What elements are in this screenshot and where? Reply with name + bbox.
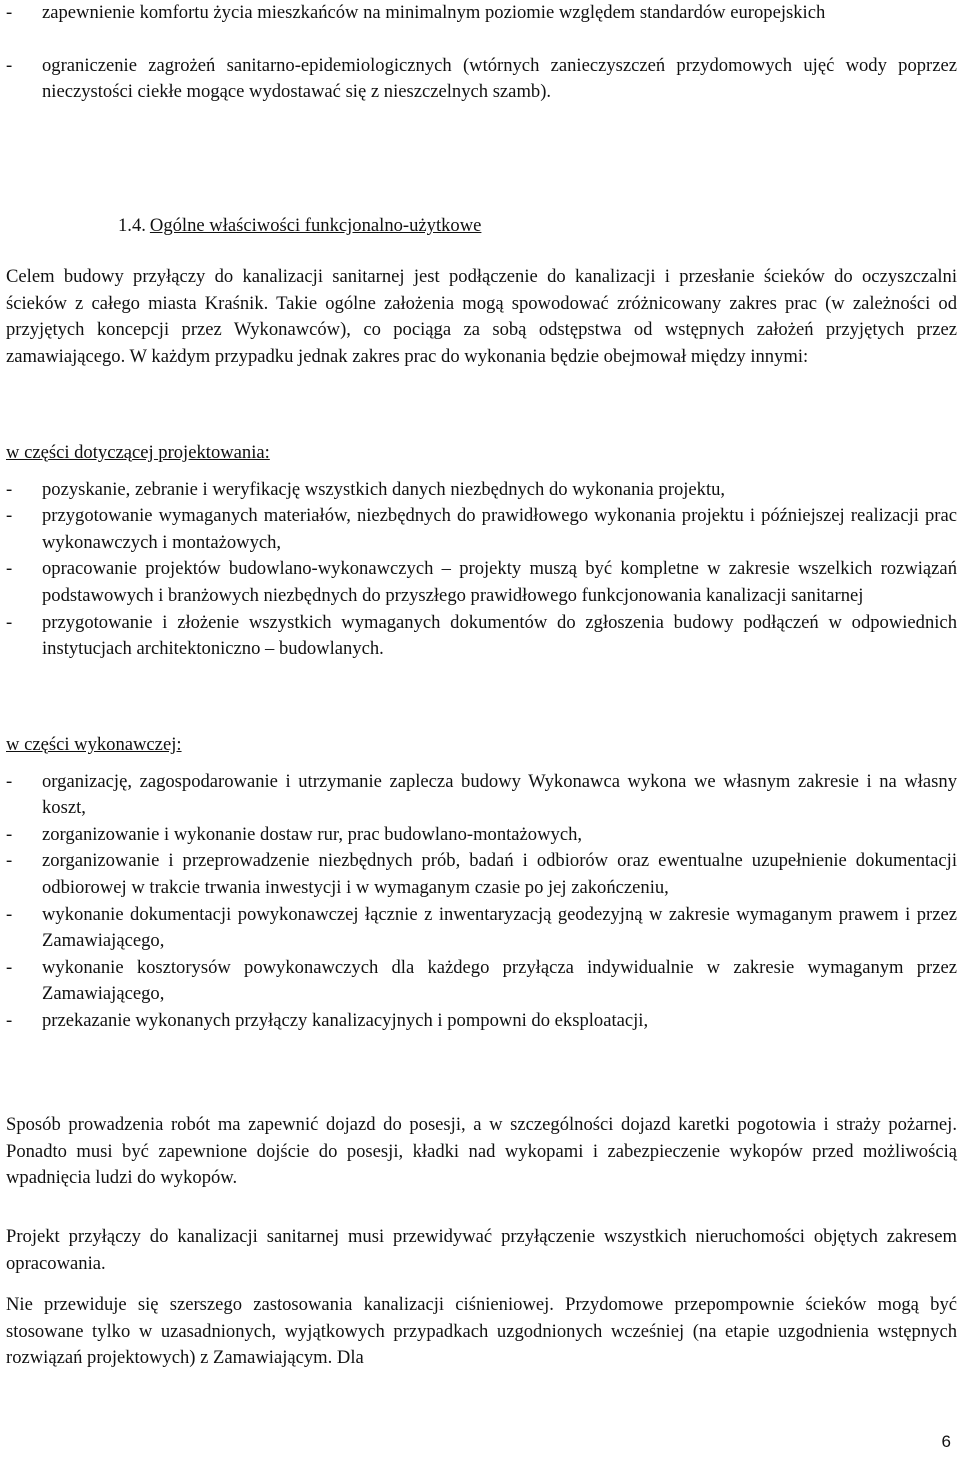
list-item bbox=[6, 848, 957, 901]
design-section bbox=[6, 440, 957, 663]
execution-section-label: w części wykonawczej: bbox=[6, 734, 182, 755]
page-number: 6 bbox=[941, 1432, 951, 1451]
list-item-text: zorganizowanie i przeprowadzenie niezbędnych prób, badań i odbiorów oraz ewentualne uzupełnienie dokumentacji odbiorowej w trakcie trwania inwestycji i w wymaganym czasie po jej zakończeniu, bbox=[42, 850, 957, 898]
list-dash: - bbox=[6, 850, 13, 872]
list-item bbox=[6, 53, 957, 106]
list-dash: - bbox=[6, 1009, 13, 1031]
list-dash: - bbox=[6, 54, 13, 76]
list-item-text: wykonanie dokumentacji powykonawczej łącznie z inwentaryzacją geodezyjną w zakresie wymaganym prawem i przez Zamawiającego, bbox=[42, 903, 957, 952]
list-item bbox=[6, 477, 957, 504]
list-dash: - bbox=[6, 823, 13, 845]
section-title: Ogólne właściwości funkcjonalno-użytkowe bbox=[149, 215, 482, 236]
paragraph-text: Nie przewiduje się szerszego zastosowania kanalizacji ciśnieniowej. Przydomowe przepompownie ścieków mogą być stosowane tylko w uzasadnionych, wyjątkowych przypadkach uzgodnionych wcześniej (na etapie uzgodnienia wstępnych rozwiązań projektowych) z Zamawiającym. Dla bbox=[6, 1294, 957, 1369]
list-item-text: opracowanie projektów budowlano-wykonawczych – projekty muszą być kompletne w zakresie wszelkich rozwiązań podstawowych i branżowych niezbędnych do przyszłego prawidłowego funkcjonowania kanalizacji sanitarnej bbox=[42, 558, 957, 606]
paragraph-connection bbox=[6, 1224, 957, 1277]
paragraph-text: Sposób prowadzenia robót ma zapewnić dojazd do posesji, a w szczególności dojazd karetki pogotowia i straży pożarnej. Ponadto musi być zapewnione dojście do posesji, kładki nad wykopami i zabezpieczenie wykopów przed możliwością wpadnięcia ludzi do wykopów. bbox=[6, 1114, 957, 1189]
list-dash: - bbox=[6, 478, 13, 500]
list-item bbox=[6, 955, 957, 1008]
paragraph-goal bbox=[6, 264, 957, 370]
list-item bbox=[6, 556, 957, 609]
list-item bbox=[6, 902, 957, 955]
list-dash: - bbox=[6, 611, 13, 633]
list-item bbox=[6, 1008, 957, 1035]
list-item-text: przekazanie wykonanych przyłączy kanalizacyjnych i pompowni do eksploatacji, bbox=[42, 1009, 649, 1031]
list-dash: - bbox=[6, 770, 13, 792]
design-list bbox=[6, 477, 957, 663]
list-item bbox=[6, 822, 957, 849]
list-item bbox=[6, 503, 957, 556]
list-item bbox=[6, 610, 957, 663]
section-heading bbox=[118, 213, 481, 240]
list-dash: - bbox=[6, 956, 13, 978]
list-item-text: organizację, zagospodarowanie i utrzymanie zaplecza budowy Wykonawca wykona we własnym zakresie i na własny koszt, bbox=[42, 770, 957, 819]
list-item-text: zapewnienie komfortu życia mieszkańców na minimalnym poziomie względem standardów europejskich bbox=[42, 2, 826, 23]
list-item-text: pozyskanie, zebranie i weryfikację wszystkich danych niezbędnych do wykonania projektu, bbox=[42, 478, 726, 500]
list-dash: - bbox=[6, 903, 13, 925]
list-item-text: przygotowanie i złożenie wszystkich wymaganych dokumentów do zgłoszenia budowy podłączeń w odpowiednich instytucjach architektoniczno – budowlanych. bbox=[42, 611, 957, 660]
list-item bbox=[6, 769, 957, 822]
paragraph-pressure bbox=[6, 1292, 957, 1372]
execution-list bbox=[6, 769, 957, 1035]
list-item-text: przygotowanie wymaganych materiałów, niezbędnych do prawidłowego wykonania projektu i późniejszej realizacji prac wykonawczych i montażowych, bbox=[42, 505, 957, 553]
intro-list bbox=[6, 0, 957, 106]
paragraph-text: Projekt przyłączy do kanalizacji sanitarnej musi przewidywać przyłączenie wszystkich nieruchomości objętych zakresem opracowania. bbox=[6, 1226, 957, 1274]
section-number: 1.4. bbox=[118, 215, 146, 236]
list-dash: - bbox=[6, 558, 13, 580]
paragraph-access bbox=[6, 1112, 957, 1192]
list-item-text: zorganizowanie i wykonanie dostaw rur, prac budowlano-montażowych, bbox=[42, 823, 583, 845]
document-page bbox=[6, 0, 957, 1460]
paragraph-text: Celem budowy przyłączy do kanalizacji sanitarnej jest podłączenie do kanalizacji i przesłanie ścieków do oczyszczalni ścieków z całego miasta Kraśnik. Takie ogólne założenia mogą spowodować zróżnicowany zakres prac (w zależności od przyjętych koncepcji przez Wykonawców), co pociąga za sobą odstępstwa od wstępnych założeń przyjętych przez zamawiającego. W każdym przypadku jednak zakres prac do wykonania będzie obejmował między innymi: bbox=[6, 266, 957, 367]
execution-section bbox=[6, 732, 957, 1035]
design-section-label: w części dotyczącej projektowania: bbox=[6, 442, 270, 463]
list-dash: - bbox=[6, 2, 13, 23]
list-item-text: wykonanie kosztorysów powykonawczych dla każdego przyłącza indywidualnie w zakresie wymaganym przez Zamawiającego, bbox=[42, 956, 957, 1005]
list-item-text: ograniczenie zagrożeń sanitarno-epidemiologicznych (wtórnych zanieczyszczeń przydomowych ujęć wody poprzez nieczystości ciekłe mogące wydostawać się z nieszczelnych szamb). bbox=[42, 54, 957, 103]
list-dash: - bbox=[6, 505, 13, 527]
list-item bbox=[6, 0, 957, 27]
